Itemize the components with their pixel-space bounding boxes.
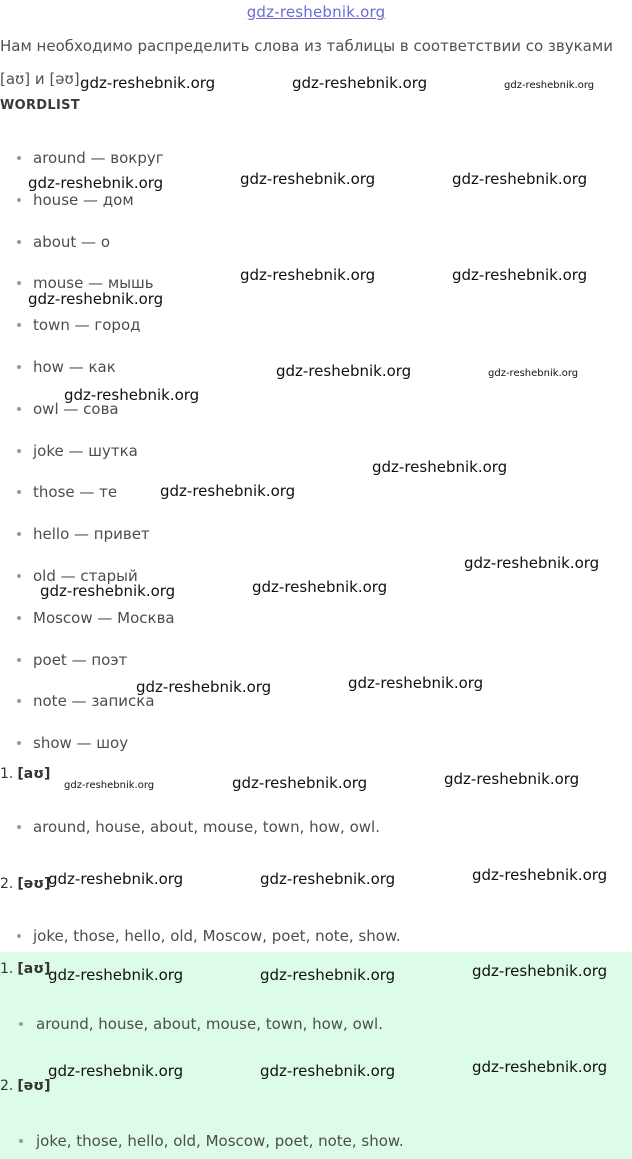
group-sound: [əʊ]: [17, 876, 51, 892]
group-number: 2.: [0, 876, 14, 892]
watermark: gdz-reshebnik.org: [80, 74, 216, 92]
group-sound: [aʊ]: [17, 961, 51, 977]
list-item: [0, 440, 632, 482]
bullet-icon: [17, 532, 21, 536]
list-item-text: hello — привет: [33, 525, 150, 544]
group-words-text: joke, those, hello, old, Moscow, poet, note, show.: [33, 927, 401, 945]
bullet-icon: [19, 1022, 23, 1026]
watermark: gdz-reshebnik.org: [160, 482, 296, 500]
bullet-icon: [17, 281, 21, 285]
list-item-text: town — город: [33, 316, 141, 335]
list-item-text: joke — шутка: [33, 441, 138, 460]
list-item-text: those — те: [33, 483, 118, 502]
answer-words-au: [0, 1013, 632, 1035]
watermark: gdz-reshebnik.org: [48, 870, 184, 888]
bullet-icon: [17, 240, 21, 244]
list-item: [0, 649, 632, 691]
watermark: gdz-reshebnik.org: [444, 770, 580, 788]
watermark: gdz-reshebnik.org: [28, 290, 164, 308]
list-item: [0, 314, 632, 356]
watermark: gdz-reshebnik.org: [136, 678, 272, 696]
watermark: gdz-reshebnik.org: [28, 174, 164, 192]
watermark: gdz-reshebnik.org: [464, 554, 600, 572]
watermark: gdz-reshebnik.org: [232, 774, 368, 792]
watermark: gdz-reshebnik.org: [452, 266, 588, 284]
bullet-icon: [17, 934, 21, 938]
group-number: 2.: [0, 1078, 14, 1094]
bullet-icon: [17, 490, 21, 494]
site-header-link[interactable]: gdz-reshebnik.org: [246, 3, 386, 21]
list-item: [0, 565, 632, 607]
bullet-icon: [17, 156, 21, 160]
list-item: [0, 189, 632, 231]
watermark: gdz-reshebnik.org: [472, 962, 608, 980]
bullet-icon: [17, 825, 21, 829]
watermark: gdz-reshebnik.org: [48, 966, 184, 984]
bullet-icon: [17, 658, 21, 662]
watermark: gdz-reshebnik.org: [240, 170, 376, 188]
wordlist: [0, 147, 632, 774]
list-item: [0, 147, 632, 189]
bullet-icon: [17, 574, 21, 578]
group-number: 1.: [0, 961, 14, 977]
group-words-text: around, house, about, mouse, town, how, owl.: [36, 1015, 383, 1033]
list-item-text: old — старый: [33, 566, 138, 585]
answer-title-ou: [0, 1078, 50, 1094]
bullet-icon: [17, 616, 21, 620]
watermark: gdz-reshebnik.org: [64, 780, 155, 791]
watermark: gdz-reshebnik.org: [64, 386, 200, 404]
watermark: gdz-reshebnik.org: [452, 170, 588, 188]
answer-title-au: [0, 961, 50, 977]
bullet-icon: [17, 365, 21, 369]
watermark: gdz-reshebnik.org: [472, 1058, 608, 1076]
list-item-text: poet — поэт: [33, 650, 128, 669]
list-item: [0, 607, 632, 649]
group-words-text: around, house, about, mouse, town, how, owl.: [33, 818, 380, 836]
list-item-text: how — как: [33, 357, 116, 376]
list-item: [0, 398, 632, 440]
watermark: gdz-reshebnik.org: [260, 966, 396, 984]
list-item: [0, 356, 632, 398]
watermark: gdz-reshebnik.org: [40, 582, 176, 600]
watermark: gdz-reshebnik.org: [488, 368, 579, 379]
watermark: gdz-reshebnik.org: [348, 674, 484, 692]
list-item: [0, 523, 632, 565]
group-words-text: joke, those, hello, old, Moscow, poet, note, show.: [36, 1132, 404, 1150]
task-intro: Нам необходимо распределить слова из таблицы в соответствии со звуками [aʊ] и [əʊ].: [0, 37, 613, 88]
list-item-text: house — дом: [33, 190, 134, 209]
group-number: 1.: [0, 766, 14, 782]
watermark: gdz-reshebnik.org: [48, 1062, 184, 1080]
list-item: [0, 690, 632, 732]
answer-words-ou: [0, 1130, 632, 1152]
watermark: gdz-reshebnik.org: [276, 362, 412, 380]
bullet-icon: [17, 741, 21, 745]
bullet-icon: [17, 407, 21, 411]
watermark: gdz-reshebnik.org: [252, 578, 388, 596]
list-item: [0, 481, 632, 523]
bullet-icon: [19, 1139, 23, 1143]
group-title-au: [0, 766, 50, 782]
list-item: [0, 272, 632, 314]
list-item-text: about — о: [33, 232, 110, 251]
watermark: gdz-reshebnik.org: [260, 1062, 396, 1080]
group-title-ou: [0, 876, 50, 892]
group-sound: [əʊ]: [17, 1078, 51, 1094]
list-item-text: show — шоу: [33, 734, 129, 753]
wordlist-heading: WORDLIST: [0, 98, 80, 113]
list-item-text: around — вокруг: [33, 149, 164, 167]
bullet-icon: [17, 198, 21, 202]
watermark: gdz-reshebnik.org: [260, 870, 396, 888]
watermark: gdz-reshebnik.org: [292, 74, 428, 92]
group-words-au: [0, 816, 632, 838]
answer-box: [0, 952, 632, 1159]
list-item-text: note — записка: [33, 692, 155, 711]
list-item: [0, 231, 632, 273]
watermark: gdz-reshebnik.org: [504, 80, 595, 91]
bullet-icon: [17, 699, 21, 703]
group-words-ou: [0, 925, 632, 947]
list-item-text: Moscow — Москва: [33, 608, 175, 627]
group-sound: [aʊ]: [17, 766, 51, 782]
list-item: [0, 732, 632, 774]
bullet-icon: [17, 323, 21, 327]
watermark: gdz-reshebnik.org: [472, 866, 608, 884]
bullet-icon: [17, 449, 21, 453]
watermark: gdz-reshebnik.org: [240, 266, 376, 284]
watermark: gdz-reshebnik.org: [372, 458, 508, 476]
list-item-text: mouse — мышь: [33, 274, 154, 293]
list-item-text: owl — сова: [33, 399, 119, 418]
